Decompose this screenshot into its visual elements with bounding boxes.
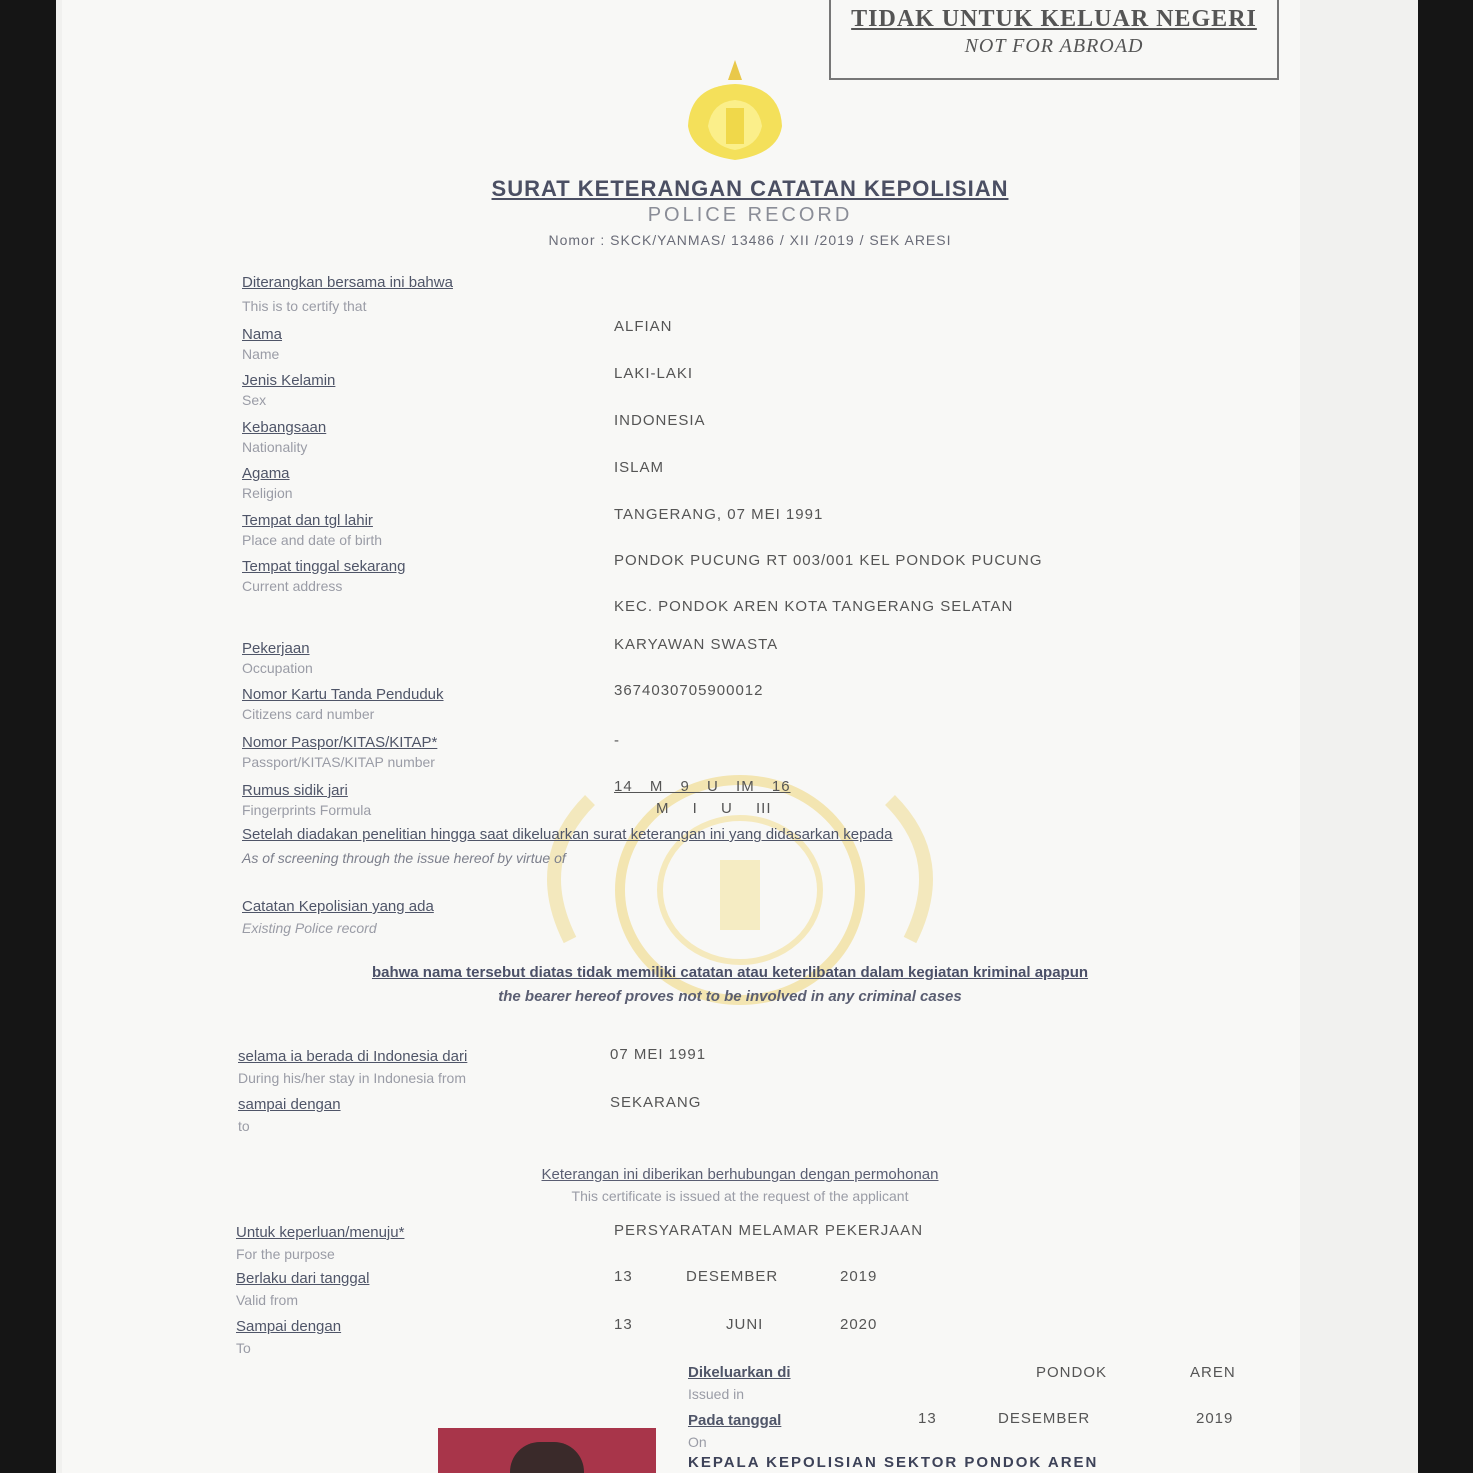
purpose-label: Untuk keperluan/menuju* xyxy=(236,1224,405,1241)
religion-value: ISLAM xyxy=(614,459,665,476)
issued-on-month: DESEMBER xyxy=(998,1410,1091,1427)
name-sub: Name xyxy=(242,346,280,362)
birth-label: Tempat dan tgl lahir xyxy=(242,512,373,529)
applicant-head-icon xyxy=(510,1442,584,1473)
valid-to-month: JUNI xyxy=(726,1316,764,1333)
name-label: Nama xyxy=(242,326,283,343)
stay-from-label: selama ia berada di Indonesia dari xyxy=(238,1048,468,1065)
purpose-value: PERSYARATAN MELAMAR PEKERJAAN xyxy=(614,1222,924,1239)
fingerprint-sub: Fingerprints Formula xyxy=(242,802,372,818)
passport-value: - xyxy=(614,732,620,749)
name-value: ALFIAN xyxy=(614,318,673,335)
valid-to-sub: To xyxy=(236,1340,251,1356)
fingerprint-formula-bottom: M I U III xyxy=(656,800,772,817)
address-value-line-1: PONDOK PUCUNG RT 003/001 KEL PONDOK PUCUNG xyxy=(614,552,1043,569)
valid-from-year: 2019 xyxy=(840,1268,878,1285)
id-card-label: Nomor Kartu Tanda Penduduk xyxy=(242,686,444,703)
occupation-value: KARYAWAN SWASTA xyxy=(614,636,779,653)
stay-to-value: SEKARANG xyxy=(610,1094,702,1111)
issued-on-label: Pada tanggal xyxy=(688,1412,782,1429)
fingerprint-label: Rumus sidik jari xyxy=(242,782,348,799)
fingerprint-formula-top: 14 M 9 U IM 16 xyxy=(614,778,791,795)
stay-to-sub: to xyxy=(238,1118,250,1134)
address-label: Tempat tinggal sekarang xyxy=(242,558,406,575)
valid-from-label: Berlaku dari tanggal xyxy=(236,1270,370,1287)
id-card-sub: Citizens card number xyxy=(242,706,375,722)
not-for-abroad-stamp xyxy=(829,0,1279,80)
address-value-line-2: KEC. PONDOK AREN KOTA TANGERANG SELATAN xyxy=(614,598,1014,615)
issued-on-day: 13 xyxy=(918,1410,937,1427)
purpose-note-line-2: This certificate is issued at the request of the applicant xyxy=(571,1188,909,1204)
valid-from-day: 13 xyxy=(614,1268,633,1285)
sex-value: LAKI-LAKI xyxy=(614,365,694,382)
nationality-sub: Nationality xyxy=(242,439,308,455)
applicant-photo xyxy=(438,1428,656,1473)
purpose-sub: For the purpose xyxy=(236,1246,335,1262)
valid-from-sub: Valid from xyxy=(236,1292,298,1308)
statement-line-2: the bearer hereof proves not to be involved in any criminal cases xyxy=(498,988,962,1005)
document-title: SURAT KETERANGAN CATATAN KEPOLISIAN xyxy=(491,176,1009,201)
religion-sub: Religion xyxy=(242,485,293,501)
screening-line-1: Setelah diadakan penelitian hingga saat dikeluarkan surat keterangan ini yang didasarkan kepada xyxy=(242,826,893,843)
valid-to-label: Sampai dengan xyxy=(236,1318,342,1335)
passport-sub: Passport/KITAS/KITAP number xyxy=(242,754,435,770)
purpose-note-line-1: Keterangan ini diberikan berhubungan dengan permohonan xyxy=(541,1166,939,1183)
occupation-label: Pekerjaan xyxy=(242,640,310,657)
screening-line-2: As of screening through the issue hereof by virtue of xyxy=(242,850,566,866)
stay-from-sub: During his/her stay in Indonesia from xyxy=(238,1070,466,1086)
record-sub: Existing Police record xyxy=(242,920,377,936)
stamp-line-2: NOT FOR ABROAD xyxy=(964,35,1144,57)
valid-from-month: DESEMBER xyxy=(686,1268,779,1285)
sex-sub: Sex xyxy=(242,392,267,408)
issued-on-year: 2019 xyxy=(1196,1410,1234,1427)
id-card-value: 3674030705900012 xyxy=(614,682,764,699)
document-number: Nomor : SKCK/YANMAS/ 13486 / XII /2019 / SEK ARESI xyxy=(548,232,952,248)
statement-line-1: bahwa nama tersebut diatas tidak memiliki catatan atau keterlibatan dalam kegiatan kriminal apapun xyxy=(371,964,1089,981)
nationality-value: INDONESIA xyxy=(614,412,706,429)
issued-at-value-1: PONDOK xyxy=(1036,1364,1108,1381)
police-emblem-icon xyxy=(668,56,802,164)
birth-value: TANGERANG, 07 MEI 1991 xyxy=(614,506,824,523)
stay-to-label: sampai dengan xyxy=(238,1096,341,1113)
issued-at-label: Dikeluarkan di xyxy=(688,1364,791,1381)
intro-label: Diterangkan bersama ini bahwa xyxy=(242,274,453,291)
address-sub: Current address xyxy=(242,578,343,594)
valid-to-year: 2020 xyxy=(840,1316,878,1333)
occupation-sub: Occupation xyxy=(242,660,313,676)
intro-sub: This is to certify that xyxy=(242,298,367,314)
religion-label: Agama xyxy=(242,465,290,482)
document-subtitle: POLICE RECORD xyxy=(647,204,853,226)
stamp-line-1: TIDAK UNTUK KELUAR NEGERI xyxy=(851,6,1257,32)
birth-sub: Place and date of birth xyxy=(242,532,383,548)
stay-from-value: 07 MEI 1991 xyxy=(610,1046,707,1063)
issued-at-sub: Issued in xyxy=(688,1386,745,1402)
issued-on-sub: On xyxy=(688,1434,707,1450)
sex-label: Jenis Kelamin xyxy=(242,372,336,389)
valid-to-day: 13 xyxy=(614,1316,633,1333)
issued-at-value-2: AREN xyxy=(1190,1364,1236,1381)
passport-label: Nomor Paspor/KITAS/KITAP* xyxy=(242,734,438,751)
signatory-title: KEPALA KEPOLISIAN SEKTOR PONDOK AREN xyxy=(688,1454,1099,1471)
record-label: Catatan Kepolisian yang ada xyxy=(242,898,434,915)
nationality-label: Kebangsaan xyxy=(242,419,327,436)
